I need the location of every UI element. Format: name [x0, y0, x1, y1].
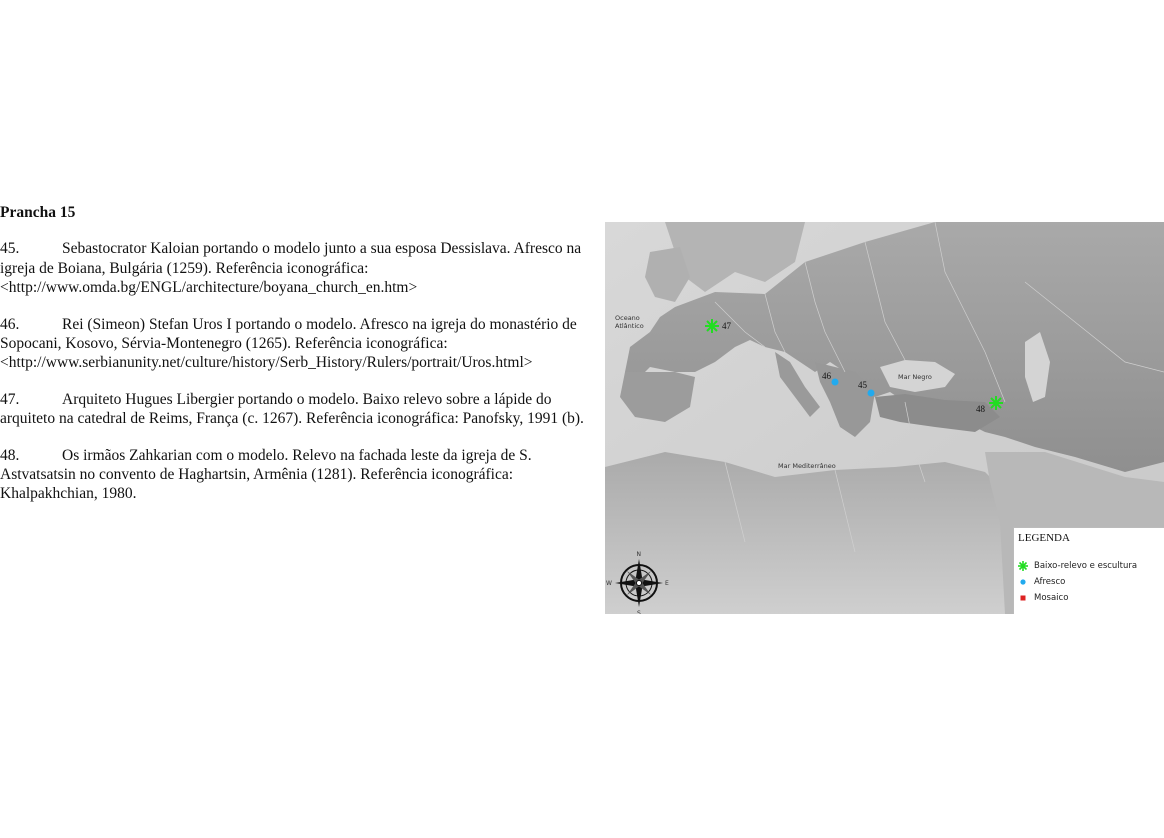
legend-item-mosaico	[1018, 593, 1068, 603]
entry-47	[0, 390, 586, 429]
marker-label: 45	[858, 380, 867, 390]
compass-west: W	[606, 580, 612, 587]
ocean-label: Oceano	[615, 314, 640, 322]
ocean-label-line2: Atlântico	[615, 322, 644, 330]
entry-text: Arquiteto Hugues Libergier portando o modelo. Baixo relevo sobre a lápide do arquiteto na catedral de Reims, França (c. 1267). Referência iconográfica: Panofsky, 1991 (b).	[0, 390, 584, 428]
entry-number: 45.	[0, 240, 20, 258]
legend-label: Mosaico	[1034, 593, 1069, 603]
legend-item-baixo-relevo	[1018, 561, 1137, 571]
entry-48	[0, 446, 586, 504]
mediterranean-label: Mar Mediterrâneo	[778, 462, 836, 470]
star-icon	[705, 319, 719, 333]
entry-reference-link[interactable]: <http://www.serbianunity.net/culture/history/Serb_History/Rulers/portrait/Uros.html>	[0, 354, 533, 372]
legend-label: Afresco	[1034, 577, 1066, 587]
marker-label: 46	[822, 371, 831, 381]
entry-46	[0, 315, 586, 373]
entry-reference-link[interactable]: <http://www.omda.bg/ENGL/architecture/boyana_church_en.htm>	[0, 279, 418, 297]
legend-item-afresco	[1018, 577, 1065, 587]
entry-45	[0, 239, 586, 297]
legend-title: LEGENDA	[1018, 532, 1070, 544]
legend-label: Baixo-relevo e escultura	[1034, 561, 1138, 571]
map-legend	[1013, 527, 1164, 614]
compass-south: S	[637, 610, 641, 614]
dot-icon	[832, 379, 839, 386]
compass-east: E	[665, 580, 669, 587]
marker-label: 47	[722, 321, 731, 331]
marker-label: 48	[976, 404, 985, 414]
compass-north: N	[636, 551, 641, 558]
black-sea-label: Mar Negro	[898, 373, 932, 381]
entry-text: Os irmãos Zahkarian com o modelo. Relevo na fachada leste da igreja de S. Astvatsatsin no convento de Haghartsin, Armênia (1281). Referência iconográfica: Khalpakhchian, 1980.	[0, 446, 532, 503]
entry-text: Sebastocrator Kaloian portando o modelo junto a sua esposa Dessislava. Afresco na igreja de Boiana, Bulgária (1259). Referência iconográfica:	[0, 240, 582, 277]
plate-title: Prancha 15	[0, 204, 76, 221]
entry-number: 46.	[0, 315, 20, 333]
caption-text-column	[0, 203, 586, 521]
star-icon	[989, 396, 1003, 410]
star-icon	[1018, 561, 1028, 571]
north-africa-landmass	[605, 452, 1005, 614]
dot-icon	[868, 390, 875, 397]
square-icon	[1018, 593, 1028, 603]
entry-number: 47.	[0, 390, 20, 408]
entry-number: 48.	[0, 446, 20, 464]
dot-icon	[1018, 577, 1028, 587]
entry-text: Rei (Simeon) Stefan Uros I portando o modelo. Afresco na igreja do monastério de Sopocani, Kosovo, Sérvia-Montenegro (1265). Referência iconográfica:	[0, 315, 577, 353]
